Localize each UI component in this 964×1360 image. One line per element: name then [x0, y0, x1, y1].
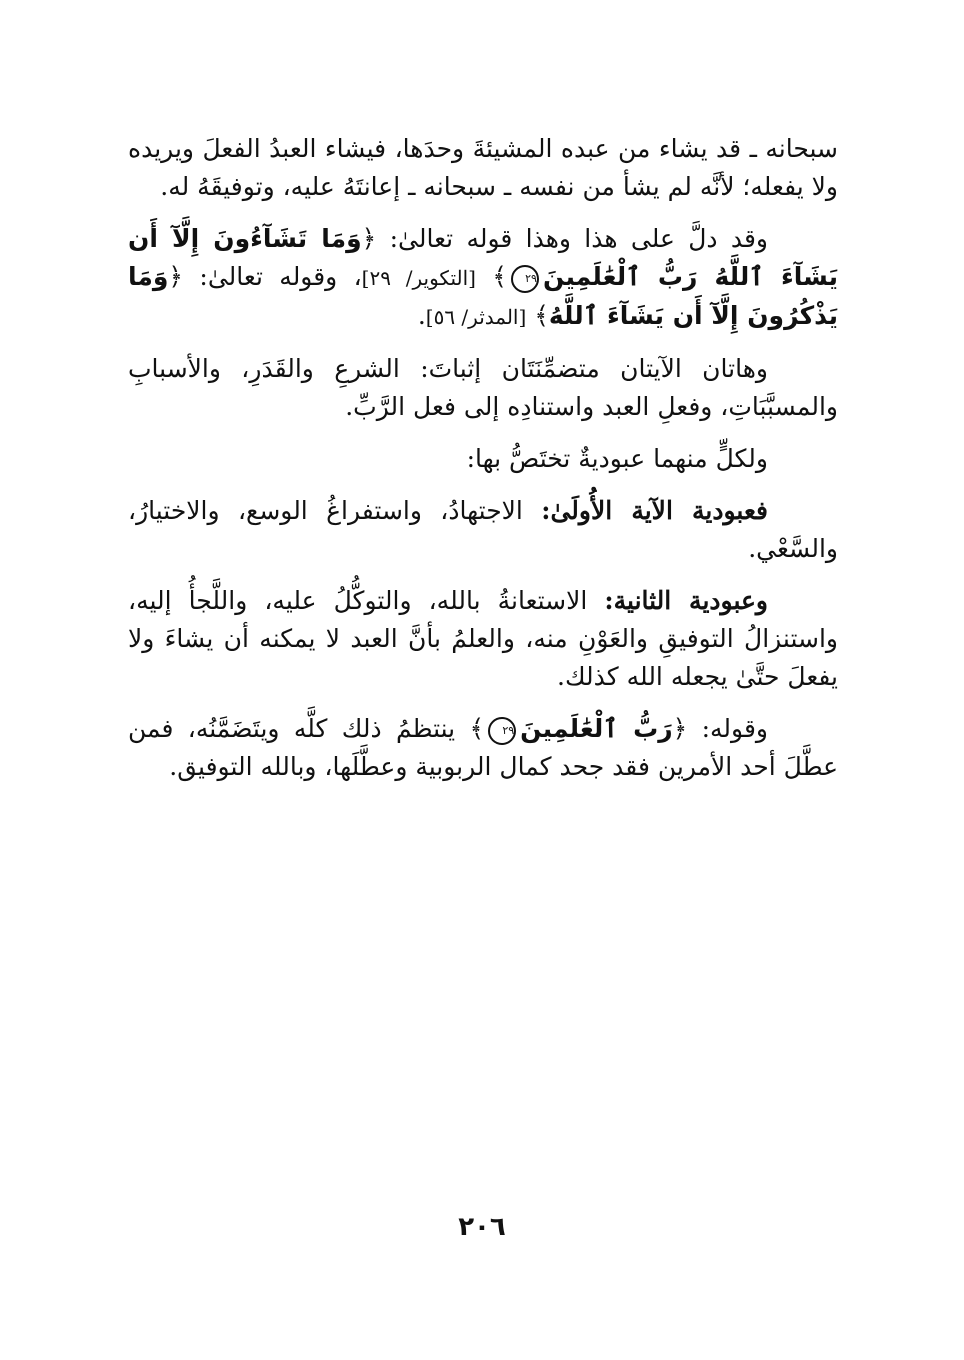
paragraph-second-servitude	[128, 582, 838, 696]
body-text	[128, 130, 838, 800]
ornate-bracket-open: ﴿	[168, 262, 184, 291]
ornate-bracket-close: ﴾	[469, 714, 485, 743]
quran-verse: وَمَا تَشَآءُونَ إِلَّآ أَن يَشَآءَ ٱللَّهُ رَبُّ ٱلْعَٰلَمِينَ	[128, 224, 839, 291]
paragraph-servitude-intro	[128, 440, 838, 478]
ayah-number-marker: ٢٩	[511, 265, 539, 293]
paragraph-text: وهاتان الآيتان متضمِّنَتَان إثباتَ: الشرعِ والقَدَرِ، والأسبابِ والمسبَّبَاتِ، وفعلِ العبد واستنادِه إلى فعل الرَّبِّ.	[128, 354, 838, 421]
intro-text: وقد دلَّ على هذا وهذا قوله تعالىٰ:	[389, 224, 768, 253]
bold-label: فعبودية الآية الأُولَىٰ:	[541, 496, 768, 525]
paragraph-text: ولكلٍّ منهما عبوديةٌ تختَصُّ بها:	[466, 444, 768, 473]
intro-text: وقوله:	[701, 714, 768, 743]
period: .	[417, 301, 426, 330]
verse-reference: [التكوير/ ٢٩]	[361, 266, 476, 290]
paragraph-lord-of-worlds	[128, 710, 838, 786]
verse-reference: [المدثر/ ٥٦]	[425, 305, 527, 329]
ornate-bracket-open: ﴿	[672, 714, 688, 743]
paragraph-text: سبحانه ـ قد يشاء من عبده المشيئةَ وحدَها، فيشاء العبدُ الفعلَ ويريده ولا يفعله؛ لأنَّه لم يشأ من نفسه ـ سبحانه ـ إعانتَهُ عليه، وتوفيقَهُ له.	[128, 134, 838, 201]
paragraph-text: الاجتهادُ، واستفراغُ الوسع، والاختيارُ، والسَّعْي.	[128, 496, 838, 563]
quran-verse: وَمَا يَذْكُرُونَ إِلَّآ أَن يَشَآءَ ٱللَّهُ	[128, 262, 838, 330]
paragraph-two-verses	[128, 350, 838, 426]
paragraph-quran-evidence	[128, 220, 838, 336]
paragraph-continuation	[128, 130, 838, 206]
bold-label: وعبودية الثانية:	[604, 586, 768, 615]
ornate-bracket-close: ﴾	[534, 301, 549, 330]
ornate-bracket-open: ﴿	[361, 224, 377, 253]
paragraph-text: الاستعانةُ بالله، والتوكُّلُ عليه، واللَّجأُ إليه، واستنزالُ التوفيقِ والعَوْنِ منه، والعلمُ بأنَّ العبد لا يمكنه أن يشاءَ ولا يفعلَ حتَّىٰ يجعله الله كذلك.	[128, 586, 838, 691]
paragraph-text: ينتظمُ ذلك كلَّه ويتَضَمَّنُه، فمن عطَّلَ أحد الأمرين فقد جحد كمال الربوبية وعطَّلَها، وبالله التوفيق.	[128, 714, 838, 781]
paragraph-first-servitude	[128, 492, 838, 568]
ayah-number-marker: ٢٩	[488, 717, 516, 745]
connector-text: ، وقوله تعالىٰ:	[199, 262, 362, 291]
ornate-bracket-close: ﴾	[492, 262, 507, 291]
page-number: ٢٠٦	[458, 1212, 506, 1242]
quran-verse: رَبُّ ٱلْعَٰلَمِينَ	[520, 714, 673, 743]
